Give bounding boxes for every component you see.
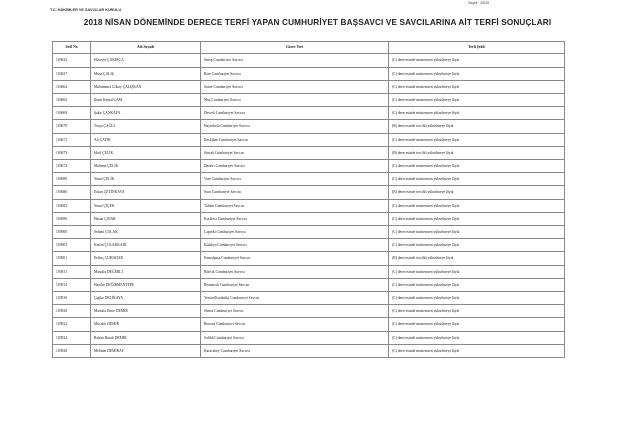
table-row: [53, 94, 565, 107]
table-row: [53, 226, 565, 239]
name-cell: Şakir ÇANKAYA: [91, 107, 201, 120]
promotion-type-cell: (C) derecesinde müstemren yükselmeye lâyık: [389, 133, 565, 146]
duty-location-cell: Devrek Cumhuriyet Savcısı: [201, 107, 389, 120]
promotion-type-cell: (C) derecesinde müstemren yükselmeye lâyık: [389, 318, 565, 331]
table-row: [53, 344, 565, 357]
duty-location-cell: Rize Cumhuriyet Savcısı: [201, 67, 389, 80]
column-header-adi-soyadi: Adı Soyadı: [91, 42, 201, 54]
table-row: [53, 173, 565, 186]
duty-location-cell: Sinop Cumhuriyet Savcısı: [201, 54, 389, 67]
sicil-no-cell: 103922: [53, 318, 91, 331]
duty-location-cell: Karacabey Cumhuriyet Savcısı: [201, 344, 389, 357]
sicil-no-cell: 103911: [53, 265, 91, 278]
duty-location-cell: Simav Cumhuriyet Savcısı: [201, 305, 389, 318]
table-header-row: [53, 42, 565, 54]
table-row: [53, 107, 565, 120]
table-row: [53, 318, 565, 331]
name-cell: Mustafa Emre DEMİR: [91, 305, 201, 318]
promotion-type-cell: (C) derecesinde müstemren yükselmeye lâyık: [389, 94, 565, 107]
table-row: [53, 265, 565, 278]
name-cell: Yusuf ÇELİK: [91, 173, 201, 186]
duty-location-cell: Suru Cumhuriyet Savcısı: [201, 186, 389, 199]
promotion-type-cell: (C) derecesinde müstemren yükselmeye lâyık: [389, 54, 565, 67]
name-cell: Mahmut ÇELİK: [91, 160, 201, 173]
duty-location-cell: Yenice(Karabük) Cumhuriyet Savcısı: [201, 292, 389, 305]
sicil-no-cell: 103675: [53, 146, 91, 159]
name-cell: Hüseyin ÇAKIRCA: [91, 54, 201, 67]
promotion-type-cell: (C) derecesinde müstemren yükselmeye lâyık: [389, 278, 565, 291]
sicil-no-cell: 103632: [53, 54, 91, 67]
sicil-no-cell: 103671: [53, 133, 91, 146]
table-row: [53, 239, 565, 252]
duty-location-cell: Bismarcık Cumhuriyet Savcısı: [201, 278, 389, 291]
table-row: [53, 278, 565, 291]
duty-location-cell: Bilecik Cumhuriyet Savcısı: [201, 265, 389, 278]
results-table: [52, 41, 565, 358]
name-cell: Rahim Burak DEMİR: [91, 331, 201, 344]
sicil-no-cell: 103669: [53, 107, 91, 120]
promotion-type-cell: (C) derecesinde müstemren yükselmeye lâyık: [389, 80, 565, 93]
page-number: Sayfa : 25/39: [468, 1, 490, 5]
duty-location-cell: Salihli Cumhuriyet Savcısı: [201, 331, 389, 344]
sicil-no-cell: 103928: [53, 344, 91, 357]
promotion-type-cell: (C) derecesinde müstemren yükselmeye lâyık: [389, 344, 565, 357]
duty-location-cell: Darkirt Cumhuriyet Savcısı: [201, 160, 389, 173]
sicil-no-cell: 103665: [53, 94, 91, 107]
promotion-type-cell: (B) derecesinde tercihli yükselmeye lâyık: [389, 186, 565, 199]
sicil-no-cell: 103901: [53, 252, 91, 265]
name-cell: Muhammet Gökay ÇALIŞKAN: [91, 80, 201, 93]
duty-location-cell: Sincak Cumhuriyet Savcısı: [201, 146, 389, 159]
name-cell: Mustafa DEĞERLİ: [91, 265, 201, 278]
promotion-type-cell: (B) derecesinde tercihli yükselmeye lâyık: [389, 146, 565, 159]
table-row: [53, 133, 565, 146]
table-row: [53, 146, 565, 159]
column-header-sicil-no: Sicil No: [53, 42, 91, 54]
promotion-type-cell: (C) derecesinde müstemren yükselmeye lâyık: [389, 199, 565, 212]
sicil-no-cell: 103674: [53, 160, 91, 173]
table-row: [53, 67, 565, 80]
name-cell: Ali ÇAYIR: [91, 133, 201, 146]
table-row: [53, 199, 565, 212]
promotion-type-cell: (B) derecesinde tercihli yükselmeye lâyık: [389, 120, 565, 133]
name-cell: Haydar DEĞİRMENTEPE: [91, 278, 201, 291]
name-cell: Mücahit DEMİR: [91, 318, 201, 331]
name-cell: Tonju ÇAĞLI: [91, 120, 201, 133]
promotion-type-cell: (C) derecesinde müstemren yükselmeye lâyık: [389, 265, 565, 278]
promotion-type-cell: (B) derecesinde tercihli yükselmeye lâyık: [389, 252, 565, 265]
duty-location-cell: Kemalpaşa Cumhuriyet Savcısı: [201, 252, 389, 265]
sicil-no-cell: 103637: [53, 67, 91, 80]
name-cell: Hasan ÇINAR: [91, 212, 201, 225]
table-row: [53, 54, 565, 67]
duty-location-cell: Talime Cumhuriyet Savcısı: [201, 199, 389, 212]
name-cell: İdiril ÇELİK: [91, 146, 201, 159]
promotion-type-cell: (C) derecesinde müstemren yükselmeye lâyık: [389, 239, 565, 252]
duty-location-cell: Surne Cumhuriyet Savcısı: [201, 80, 389, 93]
sicil-no-cell: 103900: [53, 226, 91, 239]
name-cell: Yusuf ÇİÇEK: [91, 199, 201, 212]
sicil-no-cell: 103692: [53, 199, 91, 212]
sicil-no-cell: 103670: [53, 120, 91, 133]
sicil-no-cell: 103696: [53, 212, 91, 225]
name-cell: Kenan ÇOLAKKADI: [91, 239, 201, 252]
sicil-no-cell: 103903: [53, 239, 91, 252]
document-title: 2018 NİSAN DÖNEMİNDE DERECE TERFİ YAPAN CUMHURİYET BAŞSAVCI VE SAVCILARINA AİT TERFİ SONUÇLARI: [83, 18, 552, 27]
sicil-no-cell: 103686: [53, 186, 91, 199]
promotion-type-cell: (C) derecesinde müstemren yükselmeye lâyık: [389, 292, 565, 305]
duty-location-cell: Lapseki Cumhuriyet Savcısı: [201, 226, 389, 239]
table-row: [53, 160, 565, 173]
name-cell: Erkan ÇETİNKAYA: [91, 186, 201, 199]
promotion-type-cell: (C) derecesinde müstemren yükselmeye lâyık: [389, 173, 565, 186]
column-header-terfi-sekli: Terfi Şekli: [389, 42, 565, 54]
sicil-no-cell: 103680: [53, 173, 91, 186]
promotion-type-cell: (C) derecesinde müstemren yükselmeye lâyık: [389, 212, 565, 225]
name-cell: Çağlar DELİKAYA: [91, 292, 201, 305]
duty-location-cell: Kütahya Cumhuriyet Savcısı: [201, 239, 389, 252]
sicil-no-cell: 103914: [53, 278, 91, 291]
promotion-type-cell: (C) derecesinde müstemren yükselmeye lâyık: [389, 331, 565, 344]
promotion-type-cell: (C) derecesinde müstemren yükselmeye lâyık: [389, 226, 565, 239]
promotion-type-cell: (C) derecesinde müstemren yükselmeye lâyık: [389, 67, 565, 80]
table-row: [53, 212, 565, 225]
duty-location-cell: Keskihan Cumhuriyet Savcısı: [201, 133, 389, 146]
duty-location-cell: Bozova Cumhuriyet Savcısı: [201, 318, 389, 331]
table-row: [53, 120, 565, 133]
promotion-type-cell: (C) derecesinde müstemren yükselmeye lâyık: [389, 160, 565, 173]
sicil-no-cell: 103924: [53, 331, 91, 344]
column-header-gorev-yeri: Görev Yeri: [201, 42, 389, 54]
table-row: [53, 252, 565, 265]
name-cell: İhsan Kemal ÇAM: [91, 94, 201, 107]
name-cell: Selami ÇOLAK: [91, 226, 201, 239]
promotion-type-cell: (C) derecesinde müstemren yükselmeye lâyık: [389, 107, 565, 120]
organization-name: T.C. HÂKİMLER VE SAVCILAR KURULU: [50, 8, 122, 12]
name-cell: Musa ÇALIŞ: [91, 67, 201, 80]
table-row: [53, 80, 565, 93]
duty-location-cell: Hayrabolu Cumhuriyet Savcısı: [201, 120, 389, 133]
promotion-type-cell: (C) derecesinde müstemren yükselmeye lâyık: [389, 305, 565, 318]
table-row: [53, 186, 565, 199]
name-cell: Erdinç ÇUHADAR: [91, 252, 201, 265]
sicil-no-cell: 103916: [53, 292, 91, 305]
duty-location-cell: Vize Cumhuriyet Savcısı: [201, 173, 389, 186]
sicil-no-cell: 103920: [53, 305, 91, 318]
name-cell: Mehmet DEMİRAY: [91, 344, 201, 357]
table-row: [53, 305, 565, 318]
table-row: [53, 292, 565, 305]
table-row: [53, 331, 565, 344]
duty-location-cell: Kurhova Cumhuriyet Savcısı: [201, 212, 389, 225]
sicil-no-cell: 103664: [53, 80, 91, 93]
duty-location-cell: Muş Cumhuriyet Savcısı: [201, 94, 389, 107]
